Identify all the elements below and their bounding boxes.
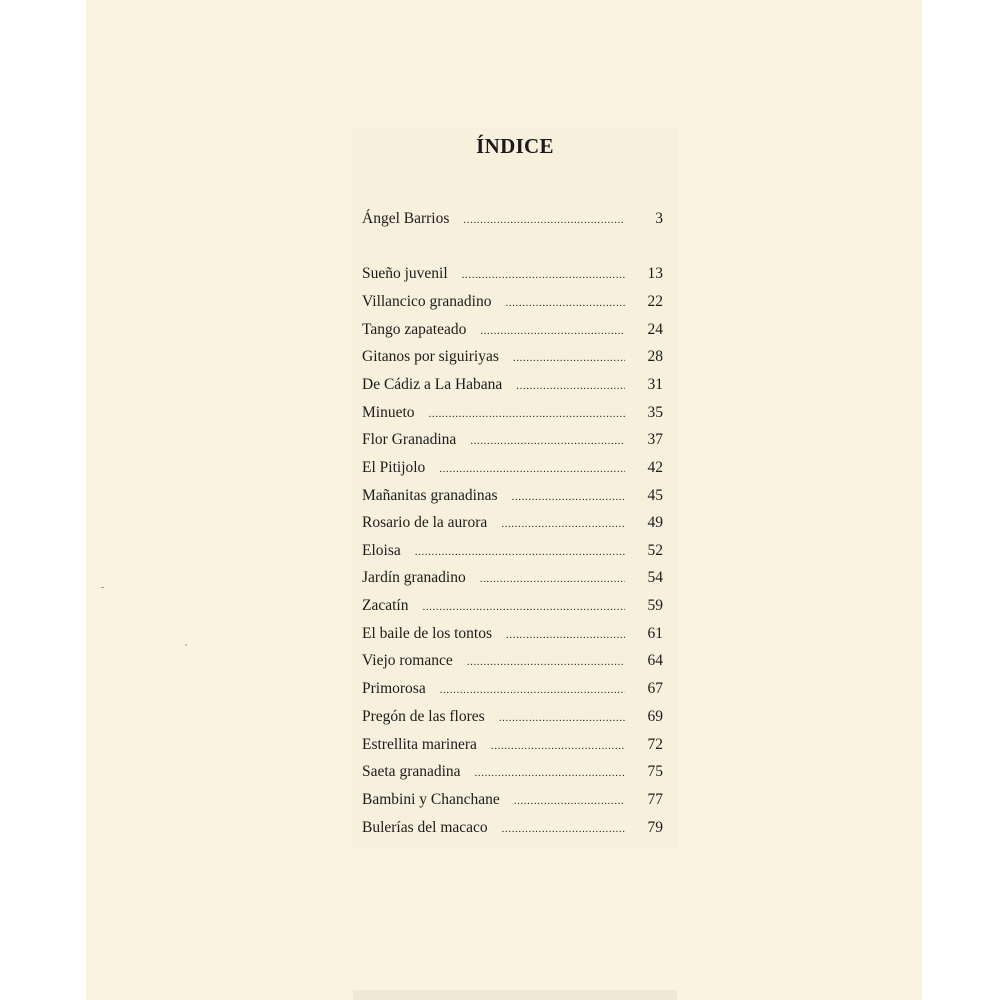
toc-entry-page: 61: [647, 625, 663, 642]
toc-entry-title: El baile de los tontos: [362, 625, 493, 642]
toc-entry: [362, 624, 663, 644]
toc-entry-page: 79: [647, 819, 663, 836]
dot-leader: [502, 819, 625, 839]
toc-entry: [362, 818, 663, 838]
toc-entry-page: 31: [647, 376, 663, 393]
dot-leader: [467, 652, 625, 672]
toc-entry-page: 54: [647, 569, 663, 586]
dot-leader: [491, 736, 625, 756]
toc-entry-title: Viejo romance: [362, 652, 453, 669]
toc-entry: [362, 320, 663, 340]
toc-entry-title: Minueto: [362, 404, 415, 421]
toc-entry: [362, 707, 663, 727]
toc-entry-title: Sueño juvenil: [362, 265, 448, 282]
toc-entry-title: El Pitijolo: [362, 459, 426, 476]
toc-entry-title: Ángel Barrios: [362, 210, 450, 227]
dot-leader: [440, 680, 625, 700]
dot-leader: [516, 376, 625, 396]
toc-entry: [362, 513, 663, 533]
toc-entry-title: Bambini y Chanchane: [362, 791, 500, 808]
toc-entry-page: 75: [647, 763, 663, 780]
toc-entry: [362, 347, 663, 367]
dot-leader: [463, 210, 625, 230]
index-title: ÍNDICE: [476, 134, 554, 158]
toc-entry-title: Saeta granadina: [362, 763, 461, 780]
toc-entry: [362, 403, 663, 423]
dot-leader: [505, 293, 625, 313]
toc-entry: [362, 209, 663, 229]
toc-entry-page: 67: [647, 680, 663, 697]
paper-speck: [101, 587, 104, 588]
toc-entry: [362, 596, 663, 616]
toc-entry: [362, 292, 663, 312]
dot-leader: [506, 625, 625, 645]
toc-entry-page: 49: [647, 514, 663, 531]
dot-leader: [480, 569, 625, 589]
toc-entry: [362, 486, 663, 506]
toc-entry: [362, 430, 663, 450]
toc-entry-title: Jardín granadino: [362, 569, 466, 586]
toc-entry-page: 24: [647, 321, 663, 338]
toc-entry-page: 22: [647, 293, 663, 310]
toc-entry-title: Flor Granadina: [362, 431, 457, 448]
toc-entry-title: Tango zapateado: [362, 321, 467, 338]
toc-entry-title: Rosario de la aurora: [362, 514, 488, 531]
dot-leader: [475, 763, 625, 783]
dot-leader: [415, 542, 625, 562]
toc-entry-title: De Cádiz a La Habana: [362, 376, 503, 393]
toc-entry-page: 3: [655, 210, 663, 227]
toc-entry-page: 42: [647, 459, 663, 476]
toc-entry-page: 69: [647, 708, 663, 725]
toc-entry-page: 45: [647, 487, 663, 504]
toc-entry-page: 28: [647, 348, 663, 365]
dot-leader: [462, 265, 625, 285]
dot-leader: [514, 791, 625, 811]
toc-entry-title: Primorosa: [362, 680, 426, 697]
dot-leader: [512, 487, 625, 507]
toc-entry: [362, 375, 663, 395]
toc-entry: [362, 735, 663, 755]
toc-entry: [362, 679, 663, 699]
paper-speck: [185, 644, 187, 646]
toc-entry-page: 13: [647, 265, 663, 282]
toc-entry: [362, 264, 663, 284]
toc-entry-page: 52: [647, 542, 663, 559]
dot-leader: [480, 321, 625, 341]
dot-leader: [470, 431, 625, 451]
toc-entry-title: Zacatín: [362, 597, 409, 614]
toc-entry-page: 35: [647, 404, 663, 421]
toc-entry-page: 72: [647, 736, 663, 753]
toc-entry: [362, 762, 663, 782]
dot-leader: [429, 404, 625, 424]
toc-entry-page: 64: [647, 652, 663, 669]
page-bottom-edge: [353, 990, 677, 1000]
toc-entry-page: 37: [647, 431, 663, 448]
toc-entry: [362, 651, 663, 671]
dot-leader: [439, 459, 625, 479]
toc-entry-page: 77: [647, 791, 663, 808]
toc-entry-title: Estrellita marinera: [362, 736, 477, 753]
toc-entry: [362, 790, 663, 810]
toc-entry-title: Gitanos por siguiriyas: [362, 348, 499, 365]
toc-entry-title: Mañanitas granadinas: [362, 487, 498, 504]
toc-entry: [362, 541, 663, 561]
dot-leader: [501, 514, 625, 534]
toc-entry-title: Bulerías del macaco: [362, 819, 488, 836]
toc-entry-title: Eloisa: [362, 542, 401, 559]
toc-entry-title: Pregón de las flores: [362, 708, 485, 725]
dot-leader: [422, 597, 625, 617]
toc-entry-title: Villancico granadino: [362, 293, 492, 310]
toc-entry: [362, 568, 663, 588]
toc-entry: [362, 458, 663, 478]
dot-leader: [499, 708, 625, 728]
dot-leader: [513, 348, 625, 368]
toc-entry-page: 59: [647, 597, 663, 614]
